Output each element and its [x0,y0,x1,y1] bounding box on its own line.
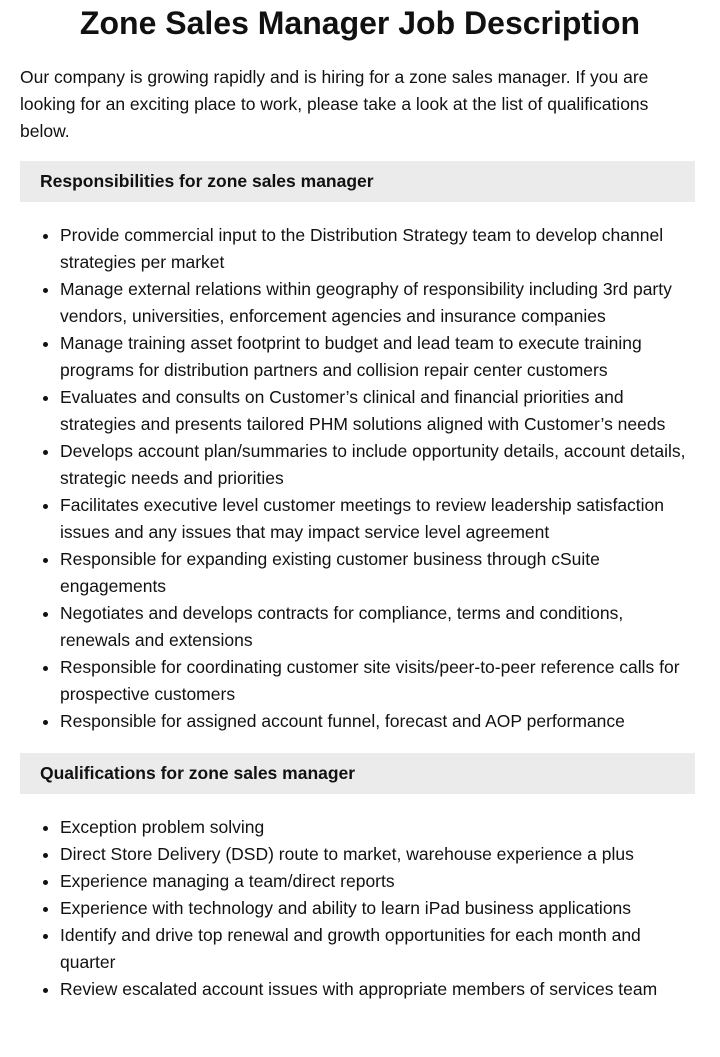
list-item: • Responsible for coordinating customer site visits/peer-to-peer reference calls for prospective customers [60,654,695,708]
list-item: • Manage training asset footprint to budget and lead team to execute training programs for distribution partners and collision repair center customers [60,330,695,384]
list-item: • Review escalated account issues with appropriate members of services team [60,976,695,1003]
list-item: • Exception problem solving [60,814,695,841]
responsibilities-list [20,222,695,735]
list-item: • Direct Store Delivery (DSD) route to market, warehouse experience a plus [60,841,695,868]
list-item: • Develops account plan/summaries to include opportunity details, account details, strategic needs and priorities [60,438,695,492]
list-item: • Evaluates and consults on Customer’s clinical and financial priorities and strategies and presents tailored PHM solutions aligned with Customer’s needs [60,384,695,438]
list-item: • Provide commercial input to the Distribution Strategy team to develop channel strategies per market [60,222,695,276]
list-item: • Negotiates and develops contracts for compliance, terms and conditions, renewals and extensions [60,600,695,654]
list-item: • Experience with technology and ability to learn iPad business applications [60,895,695,922]
list-item: • Identify and drive top renewal and growth opportunities for each month and quarter [60,922,695,976]
list-item: • Responsible for expanding existing customer business through cSuite engagements [60,546,695,600]
qualifications-heading: Qualifications for zone sales manager [20,753,695,794]
page-title: Zone Sales Manager Job Description [79,5,641,41]
list-item: • Experience managing a team/direct reports [60,868,695,895]
list-item: • Manage external relations within geography of responsibility including 3rd party vendors, universities, enforcement agencies and insurance companies [60,276,695,330]
qualifications-list [20,814,695,1003]
intro-paragraph: Our company is growing rapidly and is hiring for a zone sales manager. If you are looking for an exciting place to work, please take a look at the list of qualifications below. [20,67,649,141]
list-item: • Responsible for assigned account funnel, forecast and AOP performance [60,708,695,735]
responsibilities-heading: Responsibilities for zone sales manager [20,161,695,202]
list-item: • Facilitates executive level customer meetings to review leadership satisfaction issues and any issues that may impact service level agreement [60,492,695,546]
